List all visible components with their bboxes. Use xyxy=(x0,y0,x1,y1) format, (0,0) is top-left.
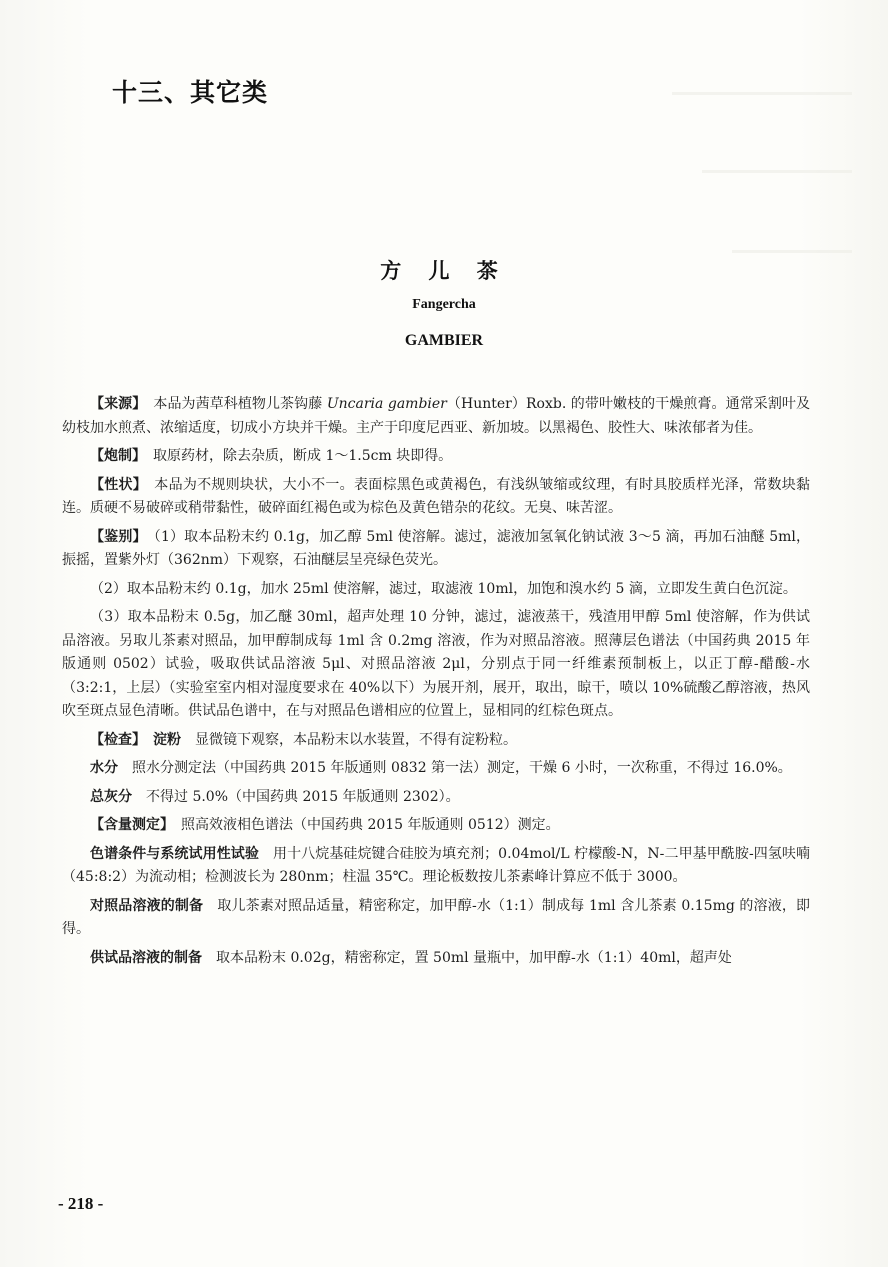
show-through-mark xyxy=(672,92,852,95)
identification-paragraph-2: （2）取本品粉末约 0.1g，加水 25ml 使溶解，滤过，取滤液 10ml，加饱和溴水约 5 滴，立即发生黄白色沉淀。 xyxy=(90,580,797,597)
chromatography-label: 色谱条件与系统试用性试验 xyxy=(90,845,259,862)
starch-text: 显微镜下观察，本品粉末以水装置，不得有淀粉粒。 xyxy=(181,731,517,748)
identification-label: 【鉴别】 xyxy=(90,528,140,545)
identification-paragraph-3: （3）取本品粉末 0.5g，加乙醚 30ml，超声处理 10 分钟，滤过，滤液蒸干，残渣用甲醇 5ml 使溶解，作为供试品溶液。另取儿茶素对照品，加甲醇制成每 1ml 含 0.2mg 溶液，作为对照品溶液。照薄层色谱法（中国药典 2015 年版通则 0502）试验，吸取供试品溶液 5μl、对照品溶液 2μl，分别点于同一纤维素预制板上，以正丁醇-醋酸-水（3:2:1，上层）（实验室室内相对湿度要求在 40%以下）为展开剂，展开，取出，晾干，喷以 10%硫酸乙醇溶液，热风吹至斑点显色清晰。供试品色谱中，在与对照品色谱相应的位置上，显相同的红棕色斑点。 xyxy=(62,609,810,719)
description-paragraph xyxy=(62,474,810,521)
identification-paragraph-1 xyxy=(62,526,810,573)
processing-paragraph xyxy=(62,445,810,469)
page-number: - 218 - xyxy=(58,1194,104,1213)
ash-paragraph xyxy=(62,786,810,810)
test-solution-label: 供试品溶液的制备 xyxy=(90,949,202,966)
reference-solution-text: 取儿茶素对照品适量，精密称定，加甲醇-水（1:1）制成每 1ml 含儿茶素 0.15mg 的溶液，即得。 xyxy=(62,897,810,937)
source-paragraph xyxy=(62,393,810,440)
identification-item-1: （1）取本品粉末约 0.1g，加乙醇 5ml 使溶解。滤过，滤液加氢氧化钠试液 3～5 滴，再加石油醚 5ml，振摇，置紫外灯（362nm）下观察，石油醚层呈亮绿色荧光。 xyxy=(62,528,811,568)
source-latin-name: Uncaria gambier xyxy=(326,396,447,412)
source-label: 【来源】 xyxy=(90,396,140,412)
monograph-title-chinese: 方 儿 茶 xyxy=(380,259,508,283)
starch-label: 淀粉 xyxy=(139,731,181,748)
test-solution-text: 取本品粉末 0.02g，精密称定，置 50ml 量瓶中，加甲醇-水（1:1）40ml，超声处 xyxy=(202,949,732,966)
source-text-before: 本品为茜草科植物儿茶钩藤 xyxy=(139,396,327,412)
description-label: 【性状】 xyxy=(90,476,141,493)
water-label: 水分 xyxy=(90,760,118,776)
source-text-after: （Hunter）Roxb. 的带叶嫩枝的干燥煎膏。通常采割叶及幼枝加水煎煮、浓缩适度，切成小方块并干燥。主产于印度尼西亚、新加坡。以黑褐色、胶性大、味浓郁者为佳。 xyxy=(62,396,810,436)
show-through-mark xyxy=(732,250,852,253)
assay-text: 照高效液相色谱法（中国药典 2015 年版通则 0512）测定。 xyxy=(167,817,560,833)
water-text: 照水分测定法（中国药典 2015 年版通则 0832 第一法）测定，干燥 6 小时，一次称重，不得过 16.0%。 xyxy=(118,760,792,776)
water-paragraph xyxy=(62,757,810,781)
test-solution-paragraph xyxy=(62,947,810,971)
processing-label: 【炮制】 xyxy=(90,448,139,464)
chapter-heading: 十三、其它类 xyxy=(112,78,269,107)
ash-text: 不得过 5.0%（中国药典 2015 年版通则 2302）。 xyxy=(132,788,460,805)
assay-paragraph xyxy=(62,814,810,838)
monograph-title-english: GAMBIER xyxy=(404,332,484,349)
chromatography-paragraph xyxy=(62,843,810,890)
monograph-body xyxy=(62,393,810,975)
inspection-paragraph xyxy=(62,729,810,753)
description-text: 本品为不规则块状，大小不一。表面棕黑色或黄褐色，有浅纵皱缩或纹理，有时具胶质样光泽，常数块黏连。质硬不易破碎或稍带黏性，破碎面红褐色或为棕色及黄色错杂的花纹。无臭、味苦涩。 xyxy=(62,476,811,516)
chromatography-text: 用十八烷基硅烷键合硅胶为填充剂；0.04mol/L 柠檬酸-N，N-二甲基甲酰胺-四氢呋喃（45:8:2）为流动相；检测波长为 280nm；柱温 35℃。理论板数按儿茶素峰计算应不低于 3000。 xyxy=(62,845,810,885)
assay-label: 【含量测定】 xyxy=(90,817,167,833)
ash-label: 总灰分 xyxy=(90,788,132,805)
inspection-label: 【检查】 xyxy=(90,731,139,748)
show-through-mark xyxy=(702,170,852,173)
processing-text: 取原药材，除去杂质，断成 1～1.5cm 块即得。 xyxy=(139,448,453,464)
reference-solution-paragraph xyxy=(62,895,810,942)
monograph-title-pinyin: Fangercha xyxy=(412,297,476,312)
reference-solution-label: 对照品溶液的制备 xyxy=(90,897,204,914)
